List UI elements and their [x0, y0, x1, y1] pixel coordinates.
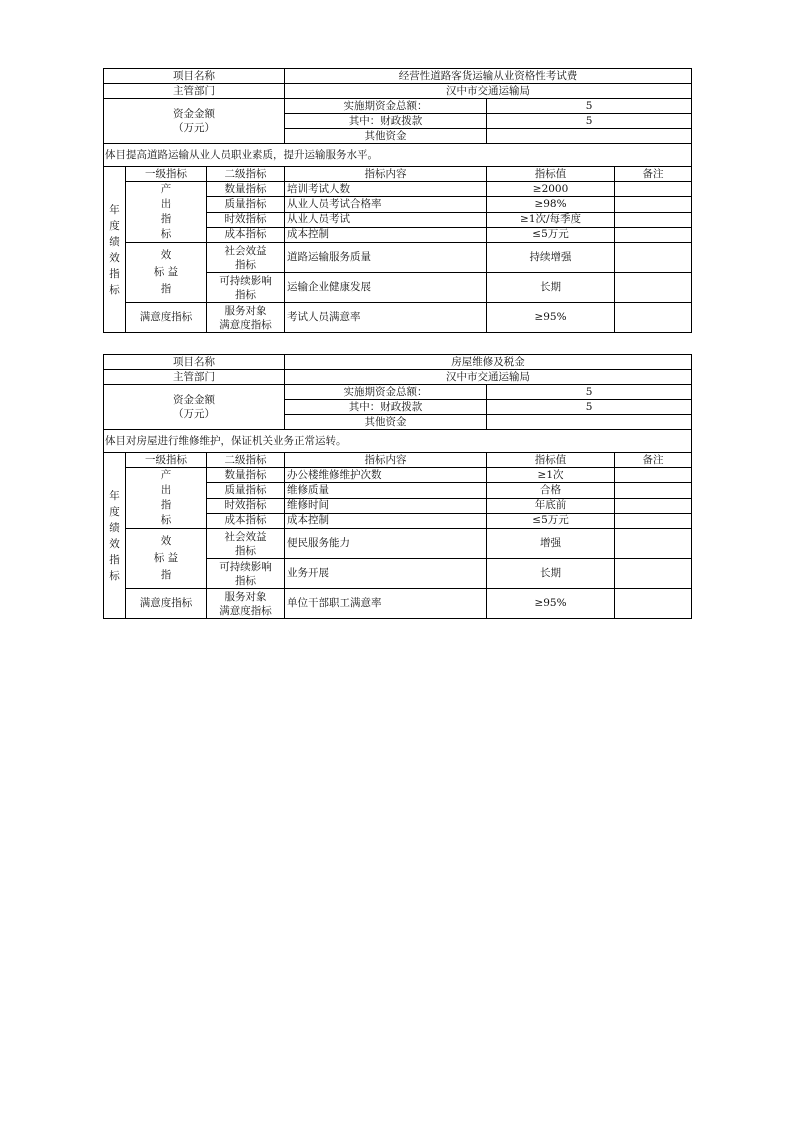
dept-label: 主管部门 — [104, 370, 285, 385]
effect-row-social — [104, 529, 692, 559]
content-cell: 单位干部职工满意率 — [285, 589, 487, 619]
content-cell: 成本控制 — [285, 227, 487, 242]
level2-cell: 成本指标 — [207, 227, 285, 242]
value-cell: 长期 — [487, 273, 615, 303]
funds-label-line2: （万元） — [173, 122, 216, 134]
level2-line: 社会效益 — [224, 530, 267, 543]
value-cell: 长期 — [487, 559, 615, 589]
header-level2: 二级指标 — [207, 453, 285, 468]
annual-char: 绩 — [109, 235, 120, 248]
effect-indicator-label — [126, 243, 207, 303]
note-cell — [615, 468, 692, 483]
goal-row — [104, 430, 692, 453]
note-cell — [615, 303, 692, 333]
level2-cell: 成本指标 — [207, 513, 285, 528]
fiscal-funds-value: 5 — [487, 400, 692, 415]
goal-label: 体目 — [105, 434, 126, 447]
other-funds-label: 其他资金 — [285, 129, 487, 144]
effect-char: 指 — [160, 283, 172, 295]
funds-total-row — [104, 385, 692, 400]
annual-char: 标 — [109, 569, 120, 582]
effect-char: 效 — [160, 249, 172, 261]
value-cell: ≥2000 — [487, 182, 615, 197]
funds-total-row — [104, 99, 692, 114]
note-cell — [615, 498, 692, 513]
annual-char: 效 — [109, 251, 120, 264]
level2-cell — [207, 589, 285, 619]
header-level1: 一级指标 — [126, 453, 207, 468]
project-name-value: 经营性道路客货运输从业资格性考试费 — [285, 69, 692, 84]
other-funds-value — [487, 415, 692, 430]
content-cell: 便民服务能力 — [285, 529, 487, 559]
level2-line: 指标 — [235, 574, 257, 587]
content-cell: 道路运输服务质量 — [285, 243, 487, 273]
header-note: 备注 — [615, 453, 692, 468]
level2-line: 指标 — [235, 258, 257, 271]
output-row-quantity — [104, 182, 692, 197]
annual-char: 年 — [109, 489, 120, 502]
annual-char: 效 — [109, 537, 120, 550]
content-cell: 维修时间 — [285, 498, 487, 513]
value-cell: 年底前 — [487, 498, 615, 513]
level2-cell — [207, 303, 285, 333]
level2-cell — [207, 243, 285, 273]
note-cell — [615, 529, 692, 559]
goal-row — [104, 144, 692, 167]
value-cell: ≤5万元 — [487, 513, 615, 528]
effect-char: 标 益 — [153, 266, 179, 278]
level2-cell: 时效指标 — [207, 212, 285, 227]
output-char: 标 — [160, 514, 172, 526]
project-name-label: 项目名称 — [104, 355, 285, 370]
content-cell: 维修质量 — [285, 483, 487, 498]
level2-line: 可持续影响 — [219, 274, 272, 287]
effect-char: 效 — [160, 535, 172, 547]
content-cell: 考试人员满意率 — [285, 303, 487, 333]
goal-label: 体目 — [105, 148, 126, 161]
content-cell: 成本控制 — [285, 513, 487, 528]
note-cell — [615, 559, 692, 589]
output-indicator-label — [126, 468, 207, 529]
effect-row-social — [104, 243, 692, 273]
level2-line: 社会效益 — [224, 244, 267, 257]
funds-label — [104, 385, 285, 430]
dept-row — [104, 84, 692, 99]
annual-char: 度 — [109, 505, 120, 518]
value-cell: ≥1次 — [487, 468, 615, 483]
level2-cell: 质量指标 — [207, 483, 285, 498]
annual-char: 年 — [109, 203, 120, 216]
level2-cell: 质量指标 — [207, 197, 285, 212]
value-cell: ≥95% — [487, 303, 615, 333]
value-cell: ≥95% — [487, 589, 615, 619]
output-indicator-label — [126, 182, 207, 243]
effect-indicator-label — [126, 529, 207, 589]
satisfaction-level1: 满意度指标 — [126, 589, 207, 619]
performance-table-2 — [103, 354, 692, 619]
effect-char: 指 — [160, 569, 172, 581]
note-cell — [615, 483, 692, 498]
content-cell: 业务开展 — [285, 559, 487, 589]
output-char: 出 — [160, 484, 172, 496]
annual-indicator-label — [104, 167, 126, 333]
performance-table-1 — [103, 68, 692, 333]
note-cell — [615, 182, 692, 197]
satisfaction-level1: 满意度指标 — [126, 303, 207, 333]
level2-line: 服务对象 — [224, 590, 267, 603]
output-char: 指 — [160, 499, 172, 511]
dept-row — [104, 370, 692, 385]
dept-value: 汉中市交通运输局 — [285, 370, 692, 385]
header-value: 指标值 — [487, 453, 615, 468]
annual-char: 指 — [109, 553, 120, 566]
value-cell: 持续增强 — [487, 243, 615, 273]
level2-line: 指标 — [235, 288, 257, 301]
total-funds-value: 5 — [487, 385, 692, 400]
value-cell: 合格 — [487, 483, 615, 498]
annual-indicator-label — [104, 453, 126, 619]
note-cell — [615, 589, 692, 619]
fiscal-funds-value: 5 — [487, 114, 692, 129]
annual-char: 标 — [109, 283, 120, 296]
output-char: 标 — [160, 228, 172, 240]
output-char: 指 — [160, 213, 172, 225]
level2-cell: 数量指标 — [207, 182, 285, 197]
other-funds-label: 其他资金 — [285, 415, 487, 430]
annual-char: 度 — [109, 219, 120, 232]
content-cell: 办公楼维修维护次数 — [285, 468, 487, 483]
dept-label: 主管部门 — [104, 84, 285, 99]
dept-value: 汉中市交通运输局 — [285, 84, 692, 99]
satisfaction-row — [104, 303, 692, 333]
content-cell: 从业人员考试合格率 — [285, 197, 487, 212]
annual-char: 指 — [109, 267, 120, 280]
output-row-quantity — [104, 468, 692, 483]
note-cell — [615, 227, 692, 242]
value-cell: ≥1次/每季度 — [487, 212, 615, 227]
note-cell — [615, 243, 692, 273]
fiscal-funds-label: 其中：财政拨款 — [285, 114, 487, 129]
output-char: 产 — [160, 183, 172, 195]
note-cell — [615, 212, 692, 227]
other-funds-value — [487, 129, 692, 144]
goal-text: 提高道路运输从业人员职业素质，提升运输服务水平。 — [126, 148, 378, 161]
level2-cell — [207, 273, 285, 303]
satisfaction-row — [104, 589, 692, 619]
content-cell: 运输企业健康发展 — [285, 273, 487, 303]
effect-char: 标 益 — [153, 552, 179, 564]
content-cell: 从业人员考试 — [285, 212, 487, 227]
total-funds-value: 5 — [487, 99, 692, 114]
header-level1: 一级指标 — [126, 167, 207, 182]
level2-cell: 数量指标 — [207, 468, 285, 483]
note-cell — [615, 513, 692, 528]
funds-label-line2: （万元） — [173, 408, 216, 420]
fiscal-funds-label: 其中：财政拨款 — [285, 400, 487, 415]
level2-cell — [207, 559, 285, 589]
value-cell: ≤5万元 — [487, 227, 615, 242]
level2-line: 服务对象 — [224, 304, 267, 317]
header-content: 指标内容 — [285, 167, 487, 182]
total-funds-label: 实施期资金总额： — [285, 99, 487, 114]
header-value: 指标值 — [487, 167, 615, 182]
funds-label-line1: 资金金额 — [173, 394, 216, 406]
output-char: 产 — [160, 469, 172, 481]
header-content: 指标内容 — [285, 453, 487, 468]
project-name-row — [104, 355, 692, 370]
project-name-value: 房屋维修及税金 — [285, 355, 692, 370]
header-note: 备注 — [615, 167, 692, 182]
level2-line: 指标 — [235, 544, 257, 557]
note-cell — [615, 273, 692, 303]
indicator-header-row — [104, 453, 692, 468]
goal-text: 对房屋进行维修维护，保证机关业务正常运转。 — [126, 434, 347, 447]
output-char: 出 — [160, 198, 172, 210]
project-name-label: 项目名称 — [104, 69, 285, 84]
value-cell: 增强 — [487, 529, 615, 559]
content-cell: 培训考试人数 — [285, 182, 487, 197]
project-name-row — [104, 69, 692, 84]
indicator-header-row — [104, 167, 692, 182]
total-funds-label: 实施期资金总额： — [285, 385, 487, 400]
note-cell — [615, 197, 692, 212]
goal-cell — [104, 144, 692, 167]
value-cell: ≥98% — [487, 197, 615, 212]
level2-cell — [207, 529, 285, 559]
level2-line: 可持续影响 — [219, 560, 272, 573]
level2-line: 满意度指标 — [219, 318, 272, 331]
goal-cell — [104, 430, 692, 453]
funds-label-line1: 资金金额 — [173, 108, 216, 120]
level2-cell: 时效指标 — [207, 498, 285, 513]
annual-char: 绩 — [109, 521, 120, 534]
level2-line: 满意度指标 — [219, 604, 272, 617]
funds-label — [104, 99, 285, 144]
header-level2: 二级指标 — [207, 167, 285, 182]
